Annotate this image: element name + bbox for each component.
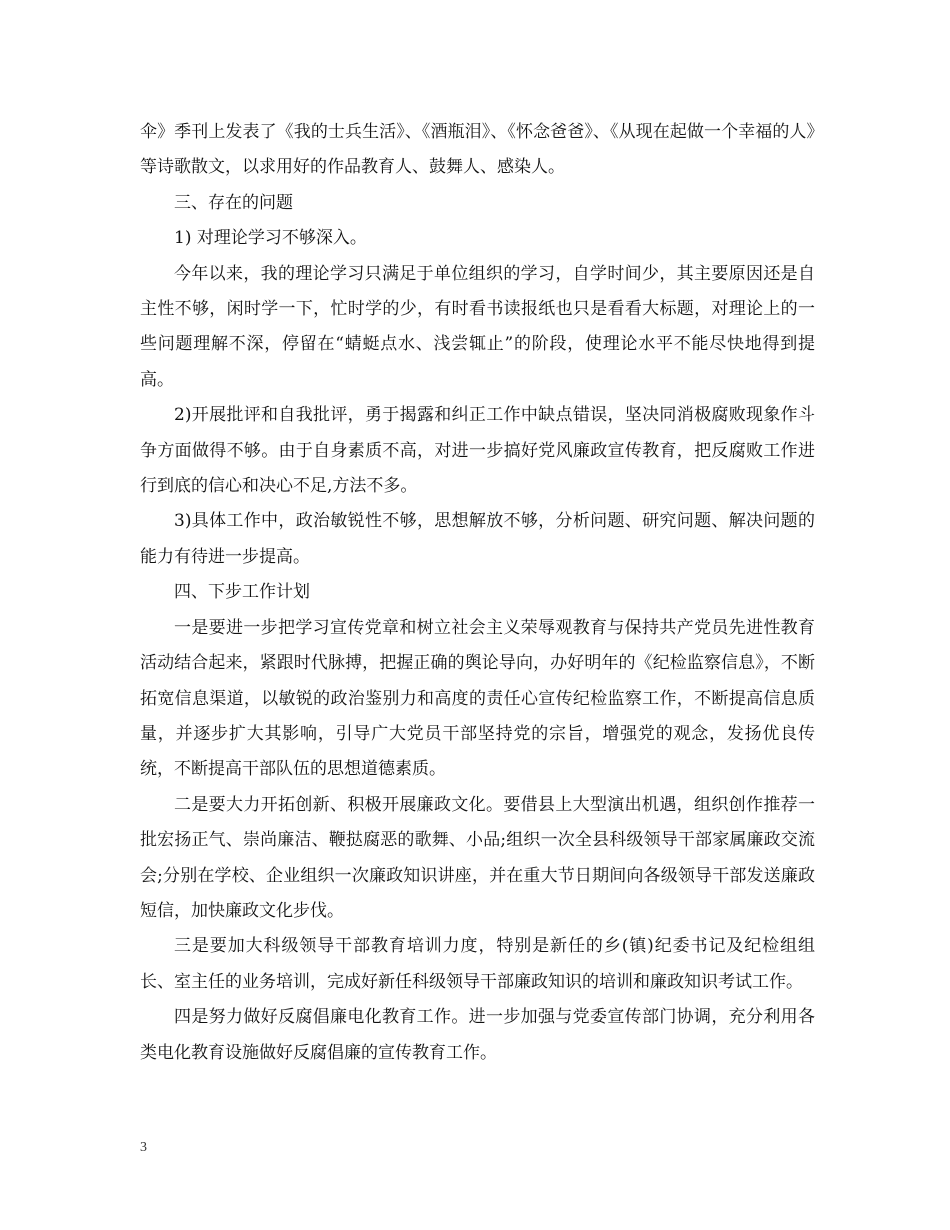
plan-item-3: 三是要加大科级领导干部教育培训力度，特别是新任的乡(镇)纪委书记及纪检组组长、室主任的业务培训，完成好新任科级领导干部廉政知识的培训和廉政知识考试工作。 [140,936,815,992]
plan-item-1: 一是要进一步把学习宣传党章和树立社会主义荣辱观教育与保持共产党员先进性教育活动结合起来，紧跟时代脉搏，把握正确的舆论导向，办好明年的《纪检监察信息》，不断拓宽信息渠道，以敏锐的政治鉴别力和高度的责任心宣传纪检监察工作，不断提高信息质量，并逐步扩大其影响，引导广大党员干部坚持党的宗旨，增强党的观念，发扬优良传统，不断提高干部队伍的思想道德素质。 [140,617,815,780]
paragraph-continuation: 伞》季刊上发表了《我的士兵生活》、《酒瓶泪》、《怀念爸爸》、《从现在起做一个幸福的人》等诗歌散文，以求用好的作品教育人、鼓舞人、感染人。 [140,122,815,178]
page-number: 3 [140,1140,147,1155]
document-body [140,115,815,1071]
problem-item-2: 2)开展批评和自我批评，勇于揭露和纠正工作中缺点错误，坚决同消极腐败现象作斗争方面做得不够。由于自身素质不高，对进一步搞好党风廉政宣传教育，把反腐败工作进行到底的信心和决心不足,方法不多。 [140,405,815,497]
plan-item-4: 四是努力做好反腐倡廉电化教育工作。进一步加强与党委宣传部门协调，充分利用各类电化教育设施做好反腐倡廉的宣传教育工作。 [140,1007,815,1063]
section-heading-problems: 三、存在的问题 [174,192,293,213]
problem-item-1-heading: 1) 对理论学习不够深入。 [174,228,367,249]
problem-item-1-body: 今年以来，我的理论学习只满足于单位组织的学习，自学时间少，其主要原因还是自主性不够，闲时学一下，忙时学的少，有时看书读报纸也只是看看大标题，对理论上的一些问题理解不深，停留在“蜻蜓点水、浅尝辄止”的阶段，使理论水平不能尽快地得到提高。 [140,263,815,390]
section-heading-plan: 四、下步工作计划 [174,582,310,603]
problem-item-3: 3)具体工作中，政治敏锐性不够，思想解放不够，分析问题、研究问题、解决问题的能力有待进一步提高。 [140,511,815,567]
plan-item-2: 二是要大力开拓创新、积极开展廉政文化。要借县上大型演出机遇，组织创作推荐一批宏扬正气、崇尚廉洁、鞭挞腐恶的歌舞、小品;组织一次全县科级领导干部家属廉政交流会;分别在学校、企业组织一次廉政知识讲座，并在重大节日期间向各级领导干部发送廉政短信，加快廉政文化步伐。 [140,794,815,921]
